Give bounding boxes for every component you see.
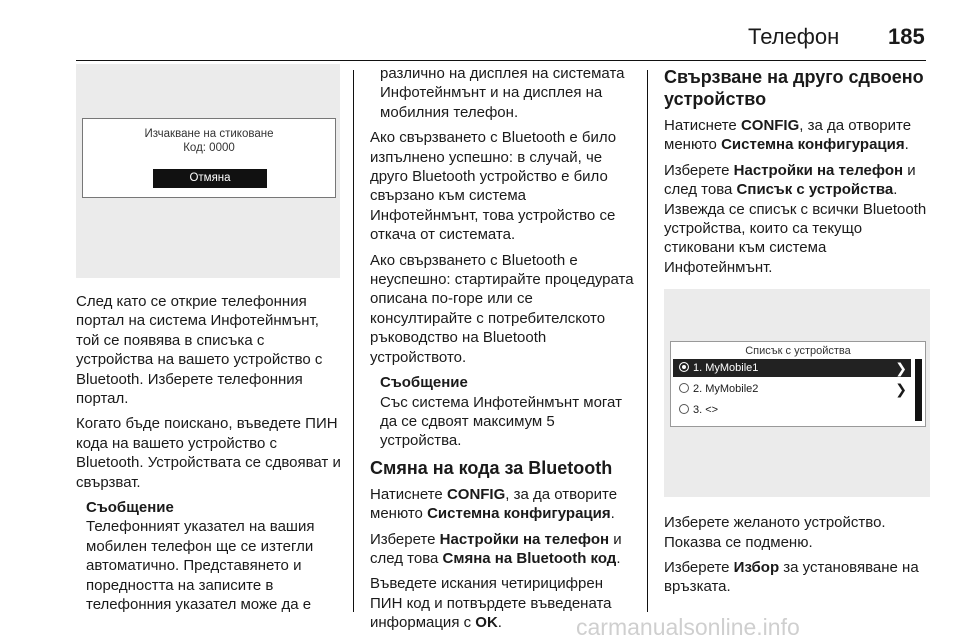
column-1	[76, 64, 341, 621]
radio-selected-icon	[679, 362, 689, 372]
paragraph: Въведете искания четирицифрен ПИН код и потвърдете въведената информация с OK.	[370, 575, 612, 632]
cancel-button-figure: Отмяна	[153, 169, 267, 188]
device-list-figure	[664, 289, 930, 497]
paragraph: Натиснете CONFIG, за да отворите менюто Системна конфигурация.	[370, 485, 618, 523]
radio-icon	[679, 404, 689, 414]
note-title: Съобщение	[86, 499, 174, 517]
device-list-item: 2. MyMobile2 ❯	[673, 380, 911, 398]
column-2	[370, 64, 638, 639]
scrollbar	[915, 359, 922, 421]
watermark: carmanualsonline.info	[576, 614, 800, 640]
chevron-right-icon: ❯	[895, 381, 907, 398]
column-divider-2	[647, 70, 648, 612]
section-heading: Свързване на друго сдвоено устройство	[664, 67, 924, 109]
note-title: Съобщение	[380, 374, 468, 392]
header-rule	[76, 60, 926, 61]
device-list-item: 1. MyMobile1 ❯	[673, 359, 911, 377]
paragraph: Ако свързването с Bluetooth е било изпълнено успешно: в случай, че друго Bluetooth устройство е било свързано към система Инфотейнмънт, това устройство се откача от системата.	[370, 129, 617, 244]
pairing-status-text: Изчакване на стиковане	[144, 128, 274, 140]
note-text: различно на дисплея на системата Инфотейнмънт и на дисплея на мобилния телефон.	[380, 65, 625, 121]
paragraph: След като се открие телефонния портал на система Инфотейнмънт, той се появява в списъка с устройства на вашето устройство с Bluetooth. Изберете телефонния портал.	[76, 293, 323, 408]
device-list-item: 3. <>	[673, 401, 911, 419]
note-block	[76, 498, 341, 614]
pairing-dialog	[82, 118, 336, 198]
header-section-title: Телефон	[748, 24, 840, 49]
radio-icon	[679, 383, 689, 393]
device-list-screen	[670, 341, 926, 427]
paragraph: Изберете Избор за установяване на връзката.	[664, 559, 919, 596]
pairing-screen-figure	[76, 64, 340, 278]
paragraph: Ако свързването с Bluetooth е неуспешно: стартирайте процедурата описана по-горе или се консултирайте с потребителското ръководство на Bluetooth устройството.	[370, 251, 634, 366]
chevron-right-icon: ❯	[895, 360, 907, 377]
paragraph: Изберете желаното устройство. Показва се подменю.	[664, 514, 886, 551]
note-text: Телефонният указател на вашия мобилен телефон ще се изтегли автоматично. Представянето и поредността на записите в телефонния указател може да е	[86, 518, 315, 614]
paragraph: Изберете Настройки на телефон и след това Списък с устройства. Извежда се списък с всички Bluetooth устройства, които са текущо стиковани към система Инфотейнмънт.	[664, 161, 927, 276]
section-heading: Смяна на кода за Bluetooth	[370, 457, 613, 478]
column-3	[664, 64, 930, 603]
note-text: Със система Инфотейнмънт могат да се сдвоят максимум 5 устройства.	[380, 393, 622, 450]
device-list-title: Списък с устройства	[745, 345, 851, 358]
pairing-code-text: Код: 0000	[183, 142, 235, 154]
paragraph: Натиснете CONFIG, за да отворите менюто Системна конфигурация.	[664, 117, 912, 154]
note-continuation	[370, 64, 638, 122]
paragraph: Когато бъде поискано, въведете ПИН кода на вашето устройство с Bluetooth. Устройствата се сдвояват и свързват.	[76, 415, 341, 491]
note-block	[370, 373, 638, 451]
paragraph: Изберете Настройки на телефон и след това Смяна на Bluetooth код.	[370, 530, 622, 567]
column-divider-1	[353, 70, 354, 612]
page-number: 185	[888, 24, 925, 49]
